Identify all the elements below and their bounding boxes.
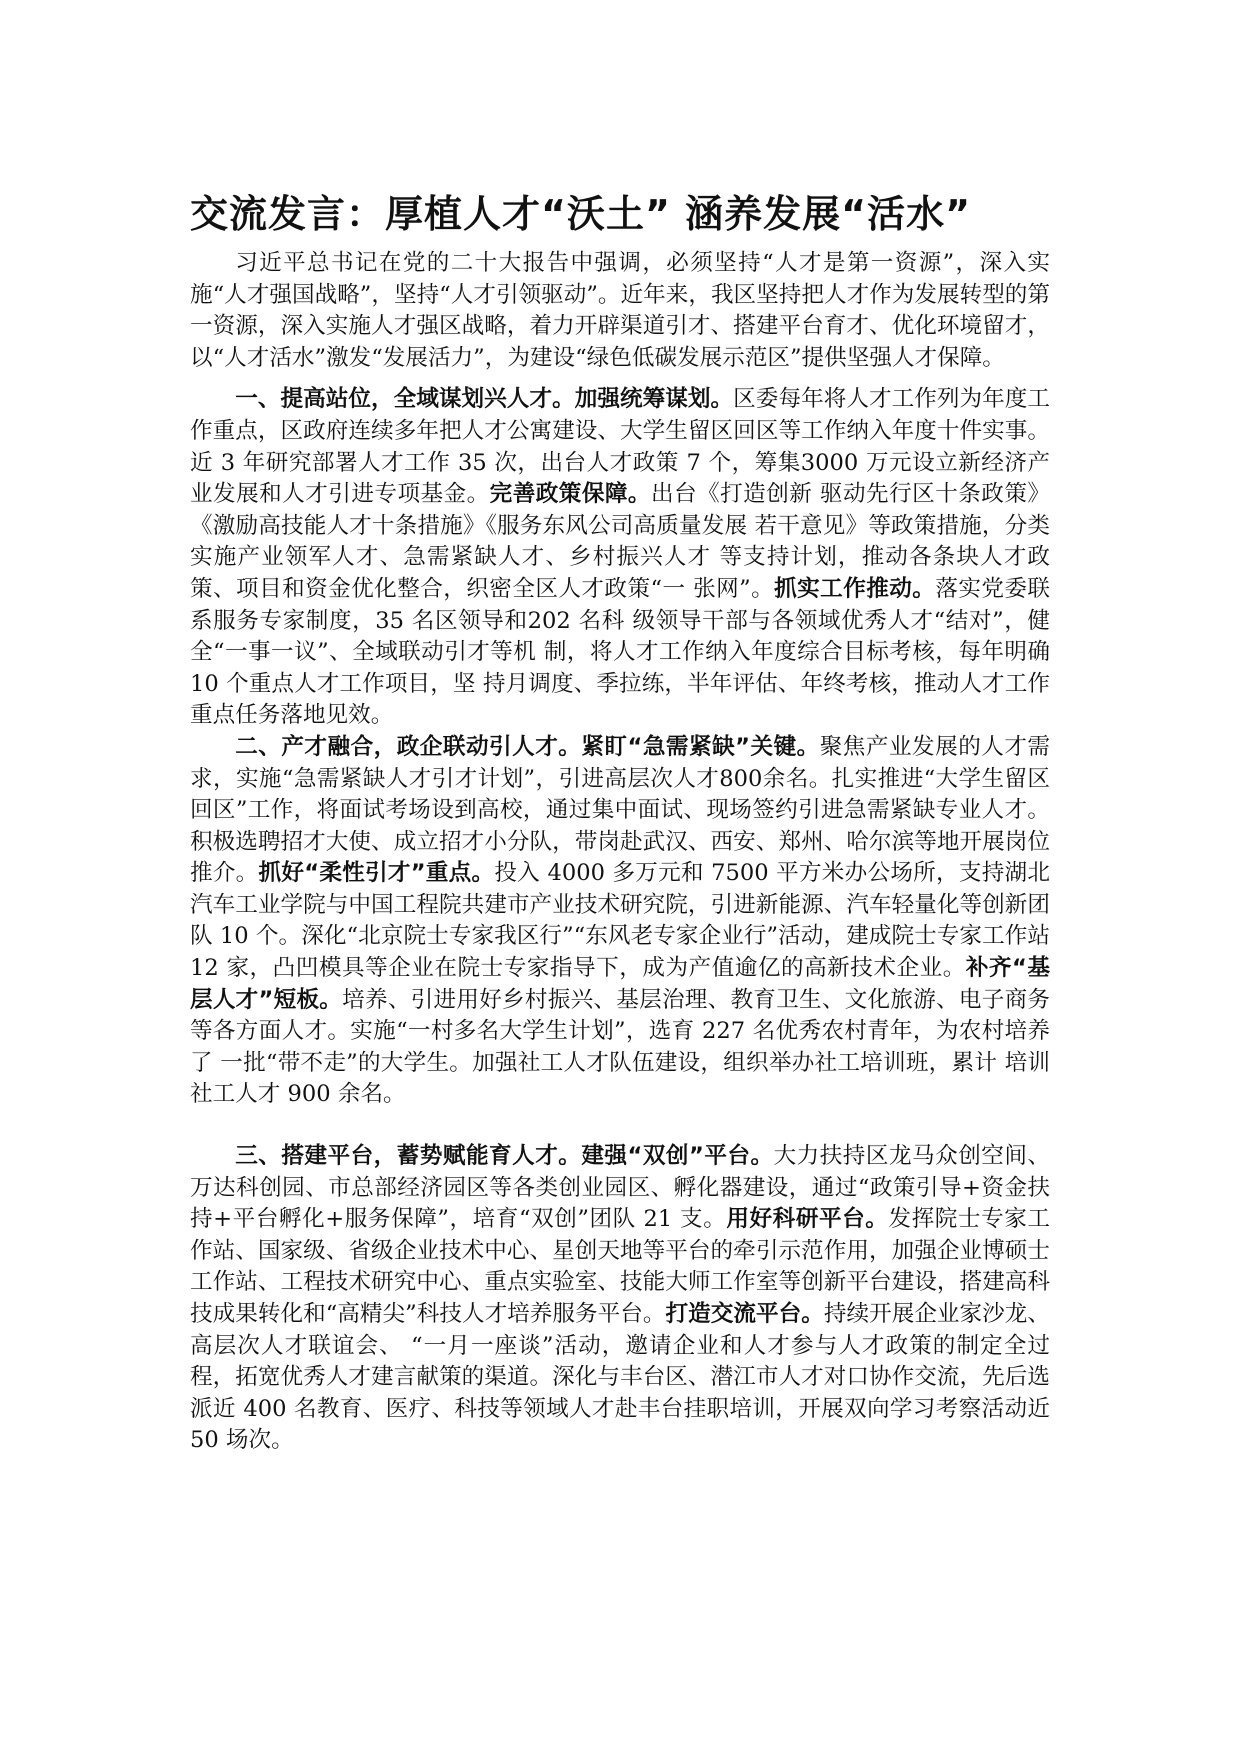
section-2-sub1-title: 紧盯“急需紧缺”关键。	[581, 733, 820, 760]
section-3-sub3-text: 持续开展企业家沙龙、高层次人才联谊会、 “一月一座谈”活动，邀请企业和人才参与人才政策的制定全过程，拓宽优秀人才建言献策的渠道。深化与丰台区、潜江市人才对口协作交流，先后选派近 400 名教育、医疗、科技等领域人才赴丰台挂职培训，开展双向学习考察活动近 50 场次。	[190, 1301, 1050, 1454]
section-3-sub1-title: 建强“双创”平台。	[581, 1143, 774, 1170]
section-1-paragraph	[190, 384, 1050, 732]
section-2-sub1-text: 聚焦产业发展的人才需求，实施“急需紧缺人才引才计划”，引进高层次人才800余名。扎实推进“大学生留区回区”工作，将面试考场设到高校，通过集中面试、现场签约引进急需紧缺专业人才。积极选聘招才大使、成立招才小分队，带岗赴武汉、西安、郑州、哈尔滨等地开展岗位推介。	[190, 733, 1051, 887]
section-1-sub2-title: 完善政策保障。	[489, 481, 651, 508]
document-page	[190, 190, 1050, 1457]
intro-paragraph: 习近平总书记在党的二十大报告中强调，必须坚持“人才是第一资源”，深入实施“人才强国战略”，坚持“人才引领驱动”。近年来，我区坚持把人才作为发展转型的第一资源，深入实施人才强区战略，着力开辟渠道引才、搭建平台育才、优化环境留才，以“人才活水”激发“发展活力”，为建设“绿色低碳发展示范区”提供坚强人才保障。	[190, 250, 1050, 371]
section-3-sub2-title: 用好科研平台。	[726, 1206, 889, 1233]
document-title: 交流发言：厚植人才“沃土” 涵养发展“活水”	[190, 192, 972, 236]
section-3-heading: 三、搭建平台，蓄势赋能育人才。	[235, 1143, 582, 1170]
section-3-sub2-text: 发挥院士专家工作站、国家级、省级企业技术中心、星创天地等平台的牵引示范作用，加强企业博硕士工作站、工程技术研究中心、重点实验室、技能大师工作室等创新平台建设，搭建高科技成果转化和“高精尖”科技人才培养服务平台。	[190, 1206, 1050, 1327]
section-1-sub3-text: 落实党委联系服务专家制度，35 名区领导和202 名科 级领导干部与各领域优秀人才“结对”，健全“一事一议”、全域联动引才等机 制，将人才工作纳入年度综合目标考核，每年明确 10 个重点人才工作项目，坚 持月调度、季拉练，半年评估、年终考核，推动人才工作重点任务落地见效。	[190, 575, 1050, 729]
section-2-sub3-title: 补齐“基层人才”短板。	[190, 955, 1050, 1013]
section-2-sub2-title: 抓好“柔性引才”重点。	[258, 860, 495, 887]
section-2-sub2-text: 投入 4000 多万元和 7500 平方米办公场所，支持湖北汽车工业学院与中国工程院共建市产业技术研究院，引进新能源、汽车轻量化等创新团队 10 个。深化“北京院士专家我区行”“东风老专家企业行”活动，建成院士专家工作站 12 家，凸凹模具等企业在院士专家指导下，成为产值逾亿的高新技术企业。	[190, 860, 1050, 982]
section-1-sub2-text: 出台《打造创新 驱动先行区十条政策》《激励高技能人才十条措施》《服务东风公司高质量发展 若干意见》等政策措施，分类实施产业领军人才、急需紧缺人才、乡村振兴人才 等支持计划，推动各条块人才政策、项目和资金优化整合，织密全区人才政策“一 张网”。	[190, 481, 1050, 602]
section-1-sub1-title: 加强统筹谋划。	[574, 386, 734, 413]
section-1-sub3-title: 抓实工作推动。	[774, 575, 936, 602]
section-3-paragraph	[190, 1141, 1050, 1457]
spacer	[190, 374, 1050, 384]
section-2-heading: 二、产才融合，政企联动引人才。	[235, 733, 582, 760]
section-1-heading: 一、提高站位，全域谋划兴人才。	[235, 386, 575, 413]
section-2-sub3-text: 培养、引进用好乡村振兴、基层治理、教育卫生、文化旅游、电子商务等各方面人才。实施“一村多名大学生计划”，选育 227 名优秀农村青年，为农村培养了 一批“带不走”的大学生。加强社工人才队伍建设，组织举办社工培训班，累计 培训社工人才 900 余名。	[190, 986, 1050, 1108]
spacer	[190, 1111, 1050, 1141]
section-3-sub3-title: 打造交流平台。	[665, 1301, 824, 1327]
section-1-sub1-text: 区委每年将人才工作列为年度工作重点，区政府连续多年把人才公寓建设、大学生留区回区等工作纳入年度十件实事。近 3 年研究部署人才工作 35 次，出台人才政策 7 个，筹集3000 万元设立新经济产业发展和人才引进专项基金。	[190, 386, 1051, 508]
section-3-sub1-text: 大力扶持区龙马众创空间、万达科创园、市总部经济园区等各类创业园区、孵化器建设，通过“政策引导+资金扶持+平台孵化+服务保障”，培育“双创”团队 21 支。	[190, 1143, 1051, 1233]
section-2-paragraph	[190, 732, 1050, 1111]
